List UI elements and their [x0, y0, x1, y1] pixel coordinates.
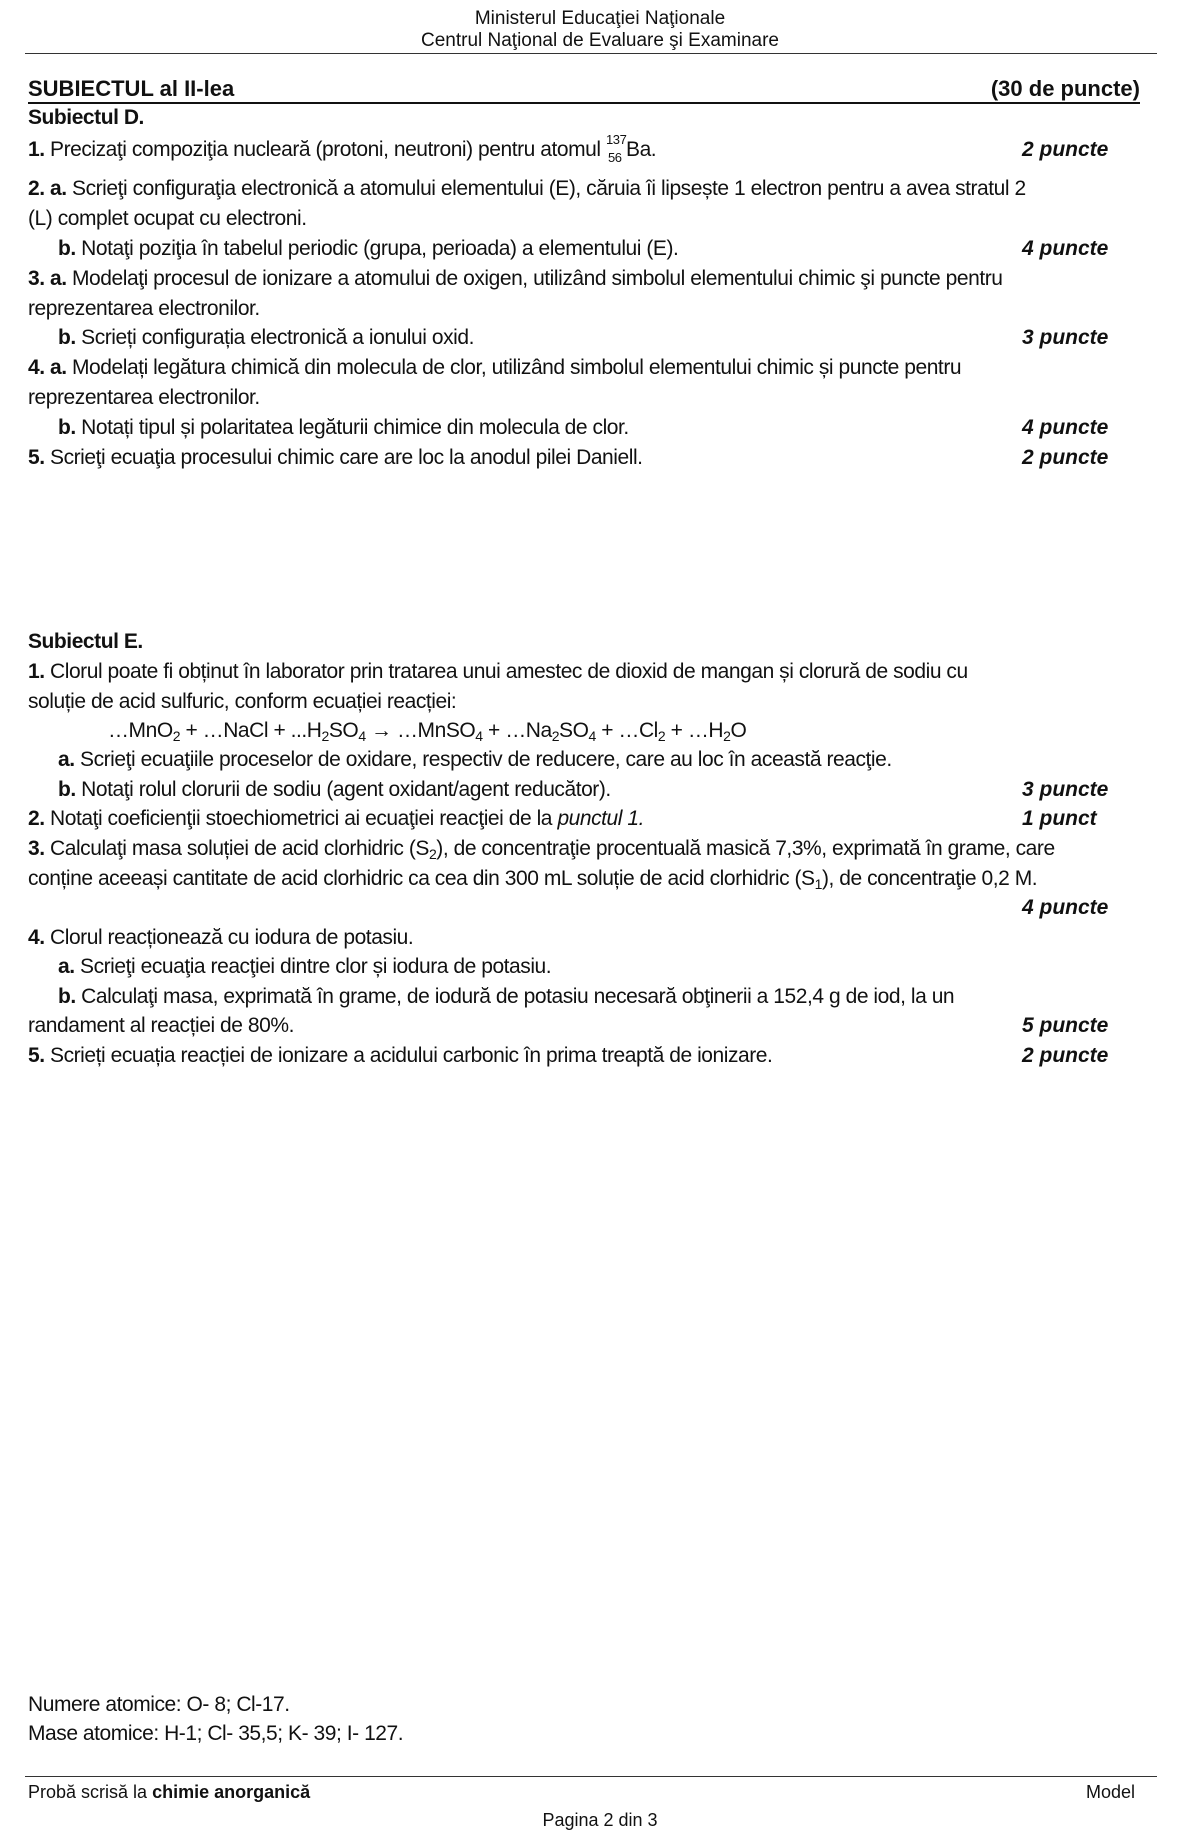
subD-q4a: 4. a. Modelați legătura chimică din molecula de clor, utilizând simbolul elementului chimic și puncte pentru [28, 356, 962, 379]
subE-q3: 3. Calculaţi masa soluției de acid clorhidric $(S_2)$, de concentraţie procentuală masică 7,3%, exprimată în grame, care [28, 837, 1055, 862]
subD-heading: Subiectul D. [28, 106, 144, 129]
subE-q1b: b. Notaţi rolul clorurii de sodiu (agent oxidant/agent reducător). [58, 778, 611, 801]
subD-q5: 5. Scrieţi ecuaţia procesului chimic care are loc la anodul pilei Daniell. [28, 446, 643, 469]
subD-q2b: b. Notaţi poziţia în tabelul periodic (grupa, perioada) a elementului (E). [58, 237, 679, 260]
subE-q4: 4. Clorul reacționează cu iodura de potasiu. [28, 926, 414, 949]
subD-q2a-cont: (L) complet ocupat cu electroni. [28, 207, 307, 230]
subE-q3-cont: conține aceeași cantitate de acid clorhidric ca cea din 300 mL soluție de acid clorhidric $(S_1)$, de concentraţie 0,2 M. [28, 867, 1038, 892]
subD-q3a: 3. a. Modelaţi procesul de ionizare a atomului de oxigen, utilizând simbolul elementului chimic şi puncte pentru [28, 267, 1003, 290]
reaction-equation: …MnO$_2$ + …NaCl + $...H_2SO_4$ → …MnSO$_4$ + $\dots Na_2SO_4$ + $\dots Cl_2$ + $\dots H_2O$ [108, 719, 747, 744]
subE-q3-points: 4 puncte [1022, 896, 1109, 919]
subD-q1: 1. Precizaţi compoziţia nucleară (protoni, neutroni) pentru atomul 137 56 Ba. [28, 132, 657, 165]
subE-q2-points: 1 punct [1022, 807, 1097, 830]
footer-exam-subject: Probă scrisă la chimie anorganică [28, 1782, 311, 1802]
footer-divider [25, 1776, 1157, 1777]
isotope-notation: 137 56 [606, 132, 627, 165]
subE-q1-cont: soluție de acid sulfuric, conform ecuației reacției: [28, 690, 457, 713]
subE-q4b-points: 5 puncte [1022, 1014, 1109, 1037]
section-title [28, 76, 1140, 104]
subD-q3b-points: 3 puncte [1022, 326, 1109, 349]
subE-q5-points: 2 puncte [1022, 1044, 1109, 1067]
subE-q5: 5. Scrieți ecuația reacției de ionizare a acidului carbonic în prima treaptă de ionizare. [28, 1044, 773, 1067]
subE-q1: 1. Clorul poate fi obținut în laborator prin tratarea unui amestec de dioxid de mangan și clorură de sodiu cu [28, 660, 968, 683]
subE-heading: Subiectul E. [28, 630, 143, 653]
subD-q4b: b. Notați tipul și polaritatea legăturii chimice din molecula de clor. [58, 416, 629, 439]
footer-model: Model [1086, 1782, 1136, 1802]
atomic-numbers: Numere atomice: O- 8; Cl-17. [28, 1693, 290, 1716]
subE-q4b: b. Calculaţi masa, exprimată în grame, de iodură de potasiu necesară obţinerii a 152,4 g de iod, la un [58, 985, 955, 1008]
subD-q4a-cont: reprezentarea electronilor. [28, 386, 260, 409]
section-points: (30 de puncte) [990, 76, 1140, 101]
subE-q1b-points: 3 puncte [1022, 778, 1109, 801]
subD-q1-points: 2 puncte [1022, 138, 1109, 161]
subD-q5-points: 2 puncte [1022, 446, 1109, 469]
header-center: Centrul Naţional de Evaluare şi Examinare [420, 30, 779, 51]
header-ministry: Ministerul Educaţiei Naţionale [474, 8, 726, 29]
page-number: Pagina 2 din 3 [542, 1810, 658, 1830]
subE-q2: 2. Notaţi coeficienţii stoechiometrici ai ecuaţiei reacţiei de la punctul 1. [28, 807, 645, 830]
subD-q3b: b. Scrieți configurația electronică a ionului oxid. [58, 326, 474, 349]
section-title-text: SUBIECTUL al II-lea [28, 76, 235, 101]
subD-q2a: 2. a. Scrieţi configuraţia electronică a atomului elementului (E), căruia îi lipsește 1 electron pentru a avea stratul 2 [28, 177, 1026, 200]
header-divider [25, 53, 1157, 54]
subE-q1a: a. Scrieţi ecuaţiile proceselor de oxidare, respectiv de reducere, care au loc în această reacţie. [58, 748, 892, 771]
subD-q4b-points: 4 puncte [1022, 416, 1109, 439]
subD-q3a-cont: reprezentarea electronilor. [28, 297, 260, 320]
subD-q2b-points: 4 puncte [1022, 237, 1109, 260]
subE-q4a: a. Scrieţi ecuaţia reacţiei dintre clor și iodura de potasiu. [58, 955, 552, 978]
subE-q4b-cont: randament al reacției de 80%. [28, 1014, 294, 1037]
atomic-masses: Mase atomice: H-1; Cl- 35,5; K- 39; I- 127. [28, 1722, 404, 1745]
